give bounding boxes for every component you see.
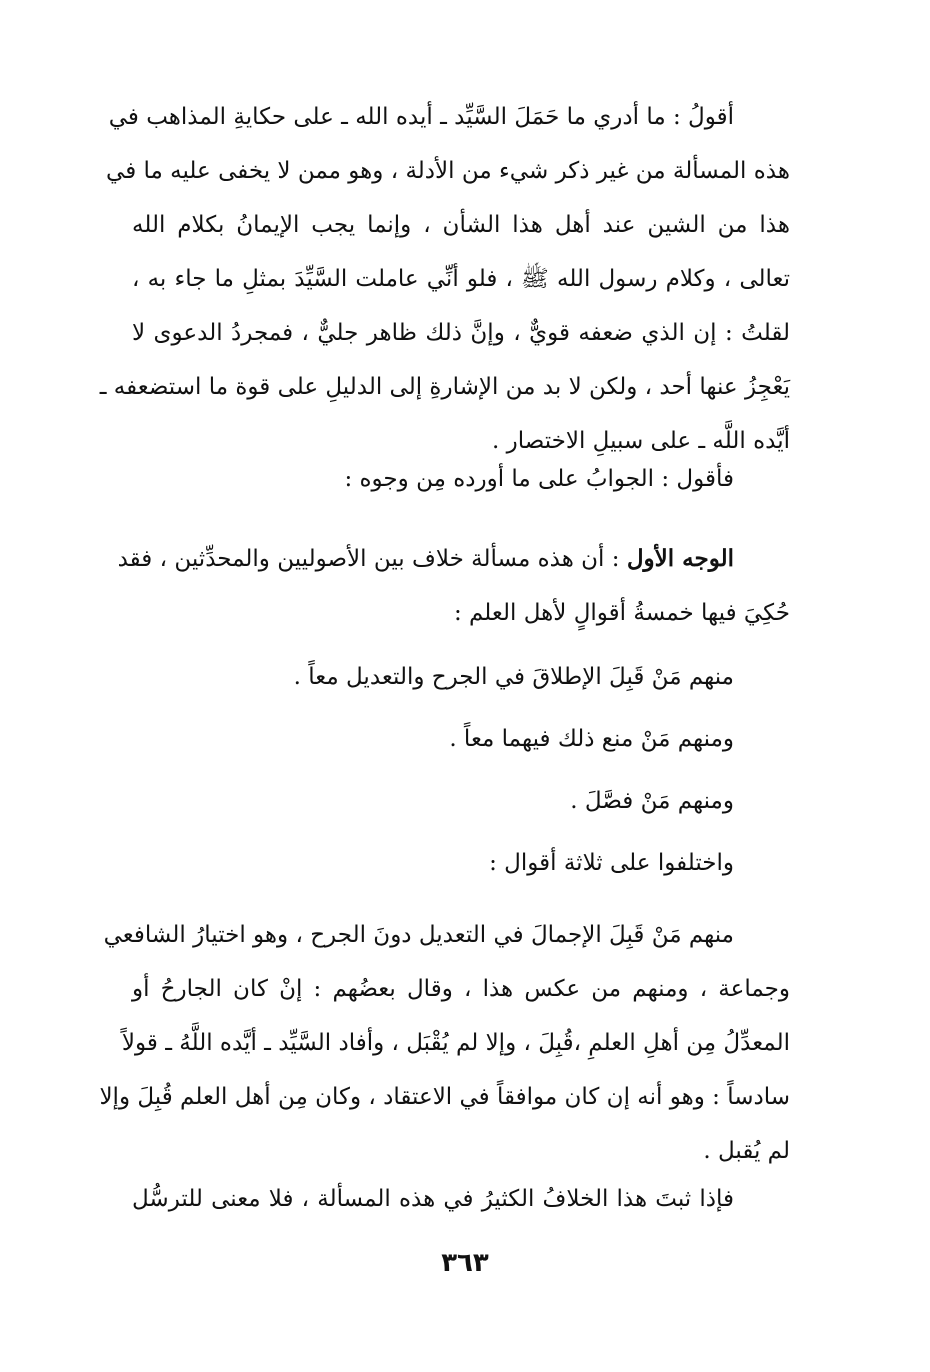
opinions-list [132, 650, 790, 890]
text-line: هذه المسألة من غير ذكر شيء من الأدلة ، وهو ممن لا يخفى عليه ما في [106, 158, 790, 184]
text-line: تعالى ، وكلام رسول الله ﷺ ، فلو أنِّي عاملت السَّيِّدَ بمثلِ ما جاء به ، [132, 266, 790, 292]
text-line: أيَّده اللَّه ـ على سبيلِ الاختصار . [492, 428, 790, 454]
text-line: هذا من الشين عند أهل هذا الشأن ، وإنما يجب الإيمانُ بكلام الله [132, 212, 790, 238]
list-item: ومنهم مَنْ منع ذلك فيهما معاً . [449, 726, 734, 752]
text-line: لم يُقبل . [703, 1138, 790, 1164]
text-line: واختلفوا على ثلاثة أقوال : [489, 850, 734, 876]
text-line: المعدِّلُ مِن أهلِ العلمِ ،قُبِلَ ، وإلا لم يُقْبَل ، وأفاد السَّيِّد ـ أيَّده اللَّهُ ـ قولاً [121, 1030, 790, 1056]
text-line [117, 532, 790, 586]
text-line: فأقول : الجوابُ على ما أورده مِن وجوه : [344, 466, 734, 492]
paragraph-1 [99, 90, 790, 468]
text-fragment: : أن هذه مسألة خلاف بين الأصوليين والمحدِّثين ، فقد [117, 546, 627, 572]
text-line: يَعْجِزُ عنها أحد ، ولكن لا بد من الإشارةِ إلى الدليلِ على قوة ما استضعفه ـ [99, 374, 790, 400]
paragraph-3 [117, 532, 790, 640]
text-line: سادساً : وهو أنه إن كان موافقاً في الاعتقاد ، وكان مِن أهل العلم قُبِلَ وإلا [99, 1084, 790, 1110]
section-heading: الوجه الأول [626, 545, 734, 572]
text-line: فإذا ثبتَ هذا الخلافُ الكثيرُ في هذه المسألة ، فلا معنى للترسُّل [132, 1186, 734, 1212]
paragraph-6 [132, 1172, 790, 1226]
text-line: لقلتُ : إن الذي ضعفه قويٌّ ، وإنَّ ذلك ظاهر جليٌّ ، فمجردُ الدعوى لا [132, 320, 790, 346]
text-line: وجماعة ، ومنهم من عكس هذا ، وقال بعضُهم : إنْ كان الجارحُ أو [132, 976, 790, 1002]
text-line: منهم مَنْ قَبِلَ الإجمالَ في التعديل دونَ الجرح ، وهو اختيارُ الشافعي [103, 922, 734, 948]
list-item: منهم مَنْ قَبِلَ الإطلاقَ في الجرح والتعديل معاً . [293, 664, 734, 690]
paragraph-2 [132, 452, 790, 506]
text-line: أقولُ : ما أدري ما حَمَلَ السَّيِّد ـ أيده الله ـ على حكايةِ المذاهب في [108, 104, 734, 130]
text-line: حُكِيَ فيها خمسةُ أقوالٍ لأهل العلم : [453, 600, 790, 626]
page-number: ٣٦٣ [441, 1248, 489, 1278]
paragraph-5 [99, 908, 790, 1178]
list-item: ومنهم مَنْ فصَّلَ . [570, 788, 734, 814]
